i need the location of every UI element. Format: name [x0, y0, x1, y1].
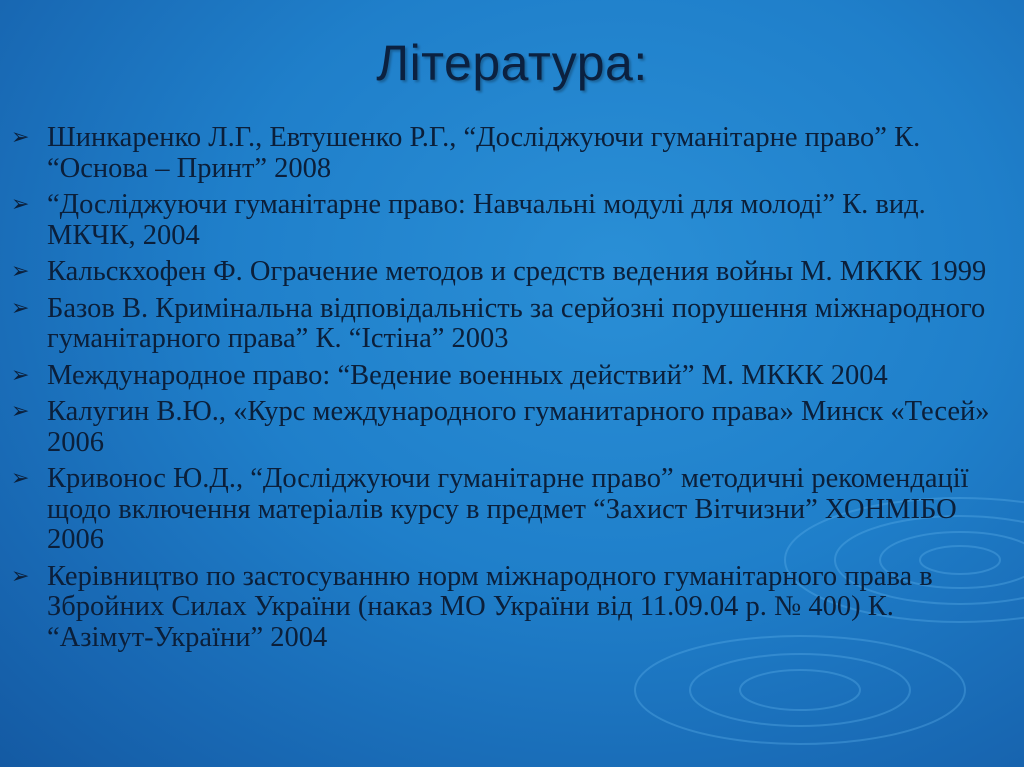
list-item — [0, 361, 1024, 392]
list-item — [0, 257, 1024, 288]
reference-text: Кальскхофен Ф. Ограчение методов и средств ведения войны М. МККК 1999 — [47, 256, 987, 287]
reference-text: Калугин В.Ю., «Курс международного гуманитарного права» Минск «Тесей» 2006 — [47, 396, 990, 458]
reference-text: “Досліджуючи гуманітарне право: Навчальні модулі для молоді” К. вид. МКЧК, 2004 — [47, 189, 926, 251]
list-item — [0, 190, 1024, 251]
arrow-bullet-icon: ➢ — [11, 362, 30, 388]
reference-text: Международное право: “Ведение военных действий” М. МККК 2004 — [47, 359, 888, 391]
reference-text: Базов В. Кримінальна відповідальність за серйозні порушення міжнародного гуманітарного права” К. “Істіна” 2003 — [47, 292, 986, 354]
reference-text: Керівництво по застосуванню норм міжнародного гуманітарного права в Збройних Силах України (наказ МО України від 11.09.04 р. № 400) К. “Азімут-України” 2004 — [47, 560, 933, 653]
arrow-bullet-icon: ➢ — [11, 563, 30, 589]
list-item — [0, 397, 1024, 458]
reference-text: Кривонос Ю.Д., “Досліджуючи гуманітарне право” методичні рекомендації щодо включення матеріалів курсу в предмет “Захист Вітчизни” ХОНМІБО 2006 — [47, 463, 969, 555]
arrow-bullet-icon: ➢ — [11, 125, 30, 150]
arrow-bullet-icon: ➢ — [11, 295, 30, 321]
arrow-bullet-icon: ➢ — [11, 399, 30, 424]
reference-text: Шинкаренко Л.Г., Евтушенко Р.Г., “Досліджуючи гуманітарне право” К. “Основа – Принт” 2008 — [47, 122, 921, 184]
list-item — [0, 294, 1024, 355]
list-item — [0, 464, 1024, 556]
arrow-bullet-icon: ➢ — [11, 466, 30, 491]
list-item — [0, 123, 1024, 184]
arrow-bullet-icon: ➢ — [11, 259, 30, 284]
arrow-bullet-icon: ➢ — [11, 192, 30, 217]
list-item — [0, 562, 1024, 654]
slide-title: Література: — [376, 35, 648, 91]
reference-list — [0, 123, 1024, 659]
